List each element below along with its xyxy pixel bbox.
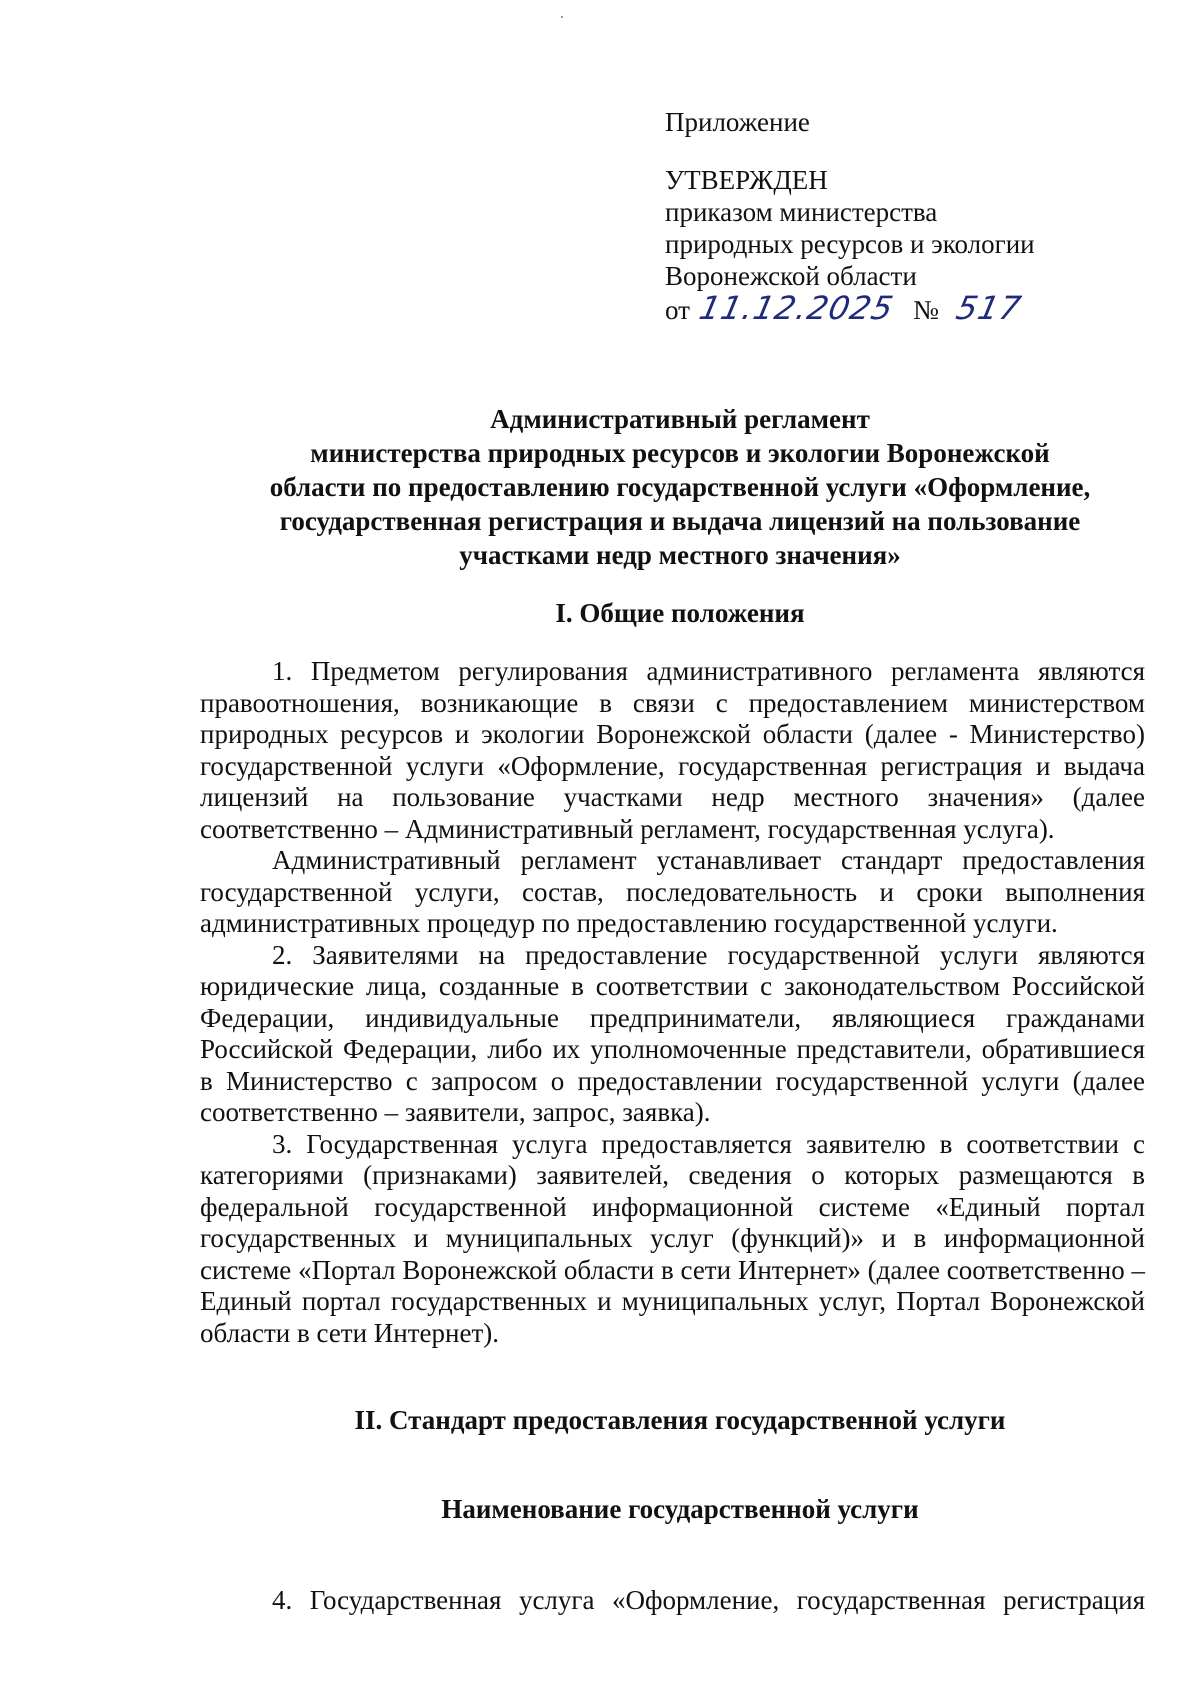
- paragraph-2: 2. Заявителями на предоставление государственной услуги являются юридические лица, созданные в соответствии с законодательством Российской Федерации, индивидуальные предприниматели, являющиеся гражданами Российской Федерации, либо их уполномоченные представители, обратившиеся в Министерство с запросом о предоставлении государственной услуги (далее соответственно – заявители, запрос, заявка).: [200, 939, 1145, 1127]
- section-2-subheading: Наименование государственной услуги: [441, 1494, 919, 1524]
- appendix-label: Приложение: [665, 107, 810, 137]
- handwritten-number: 517: [952, 289, 1026, 327]
- document-title: [200, 402, 1160, 572]
- handwritten-date: 11.12.2025: [695, 289, 898, 327]
- order-line-3: Воронежской области: [665, 261, 917, 291]
- paragraph-4-start: 4. Государственная услуга «Оформление, государственная регистрация: [272, 1585, 1145, 1615]
- order-date-line: [665, 289, 1185, 327]
- approval-stamp-block: [665, 106, 1185, 326]
- order-line-1: приказом министерства: [665, 197, 938, 227]
- section-1-body: [200, 656, 1145, 1349]
- order-line-2: природных ресурсов и экологии: [665, 229, 1035, 259]
- title-line-5: участками недр местного значения»: [459, 540, 901, 570]
- paragraph-1: 1. Предметом регулирования административного регламента являются правоотношения, возникающие в связи с предоставлением министерством природных ресурсов и экологии Воронежской области (далее - Министерство) государственной услуги «Оформление, государственная регистрация и выдача лицензий на пользование участками недр местного значения» (далее соответственно – Административный регламент, государственная услуга).: [200, 656, 1145, 844]
- scan-speck: [561, 16, 563, 18]
- title-line-2: министерства природных ресурсов и экологии Воронежской: [310, 438, 1050, 468]
- paragraph-1-continued: Административный регламент устанавливает стандарт предоставления государственной услуги, состав, последовательность и сроки выполнения административных процедур по предоставлению государственной услуги.: [200, 845, 1145, 938]
- title-line-3: области по предоставлению государственной услуги «Оформление,: [269, 472, 1091, 502]
- number-sign: №: [913, 295, 939, 325]
- title-line-1: Административный регламент: [490, 404, 870, 434]
- date-prefix: от: [665, 295, 690, 325]
- title-line-4: государственная регистрация и выдача лицензий на пользование: [279, 506, 1081, 536]
- section-2-heading: II. Стандарт предоставления государственной услуги: [354, 1405, 1006, 1435]
- paragraph-3: 3. Государственная услуга предоставляется заявителю в соответствии с категориями (признаками) заявителей, сведения о которых размещаются в федеральной государственной информационной системе «Единый портал государственных и муниципальных услуг (функций)» и в информационной системе «Портал Воронежской области в сети Интернет» (далее соответственно – Единый портал государственных и муниципальных услуг, Портал Воронежской области в сети Интернет).: [200, 1128, 1145, 1348]
- section-1-heading: I. Общие положения: [555, 598, 805, 628]
- approved-label: УТВЕРЖДЕН: [665, 165, 828, 195]
